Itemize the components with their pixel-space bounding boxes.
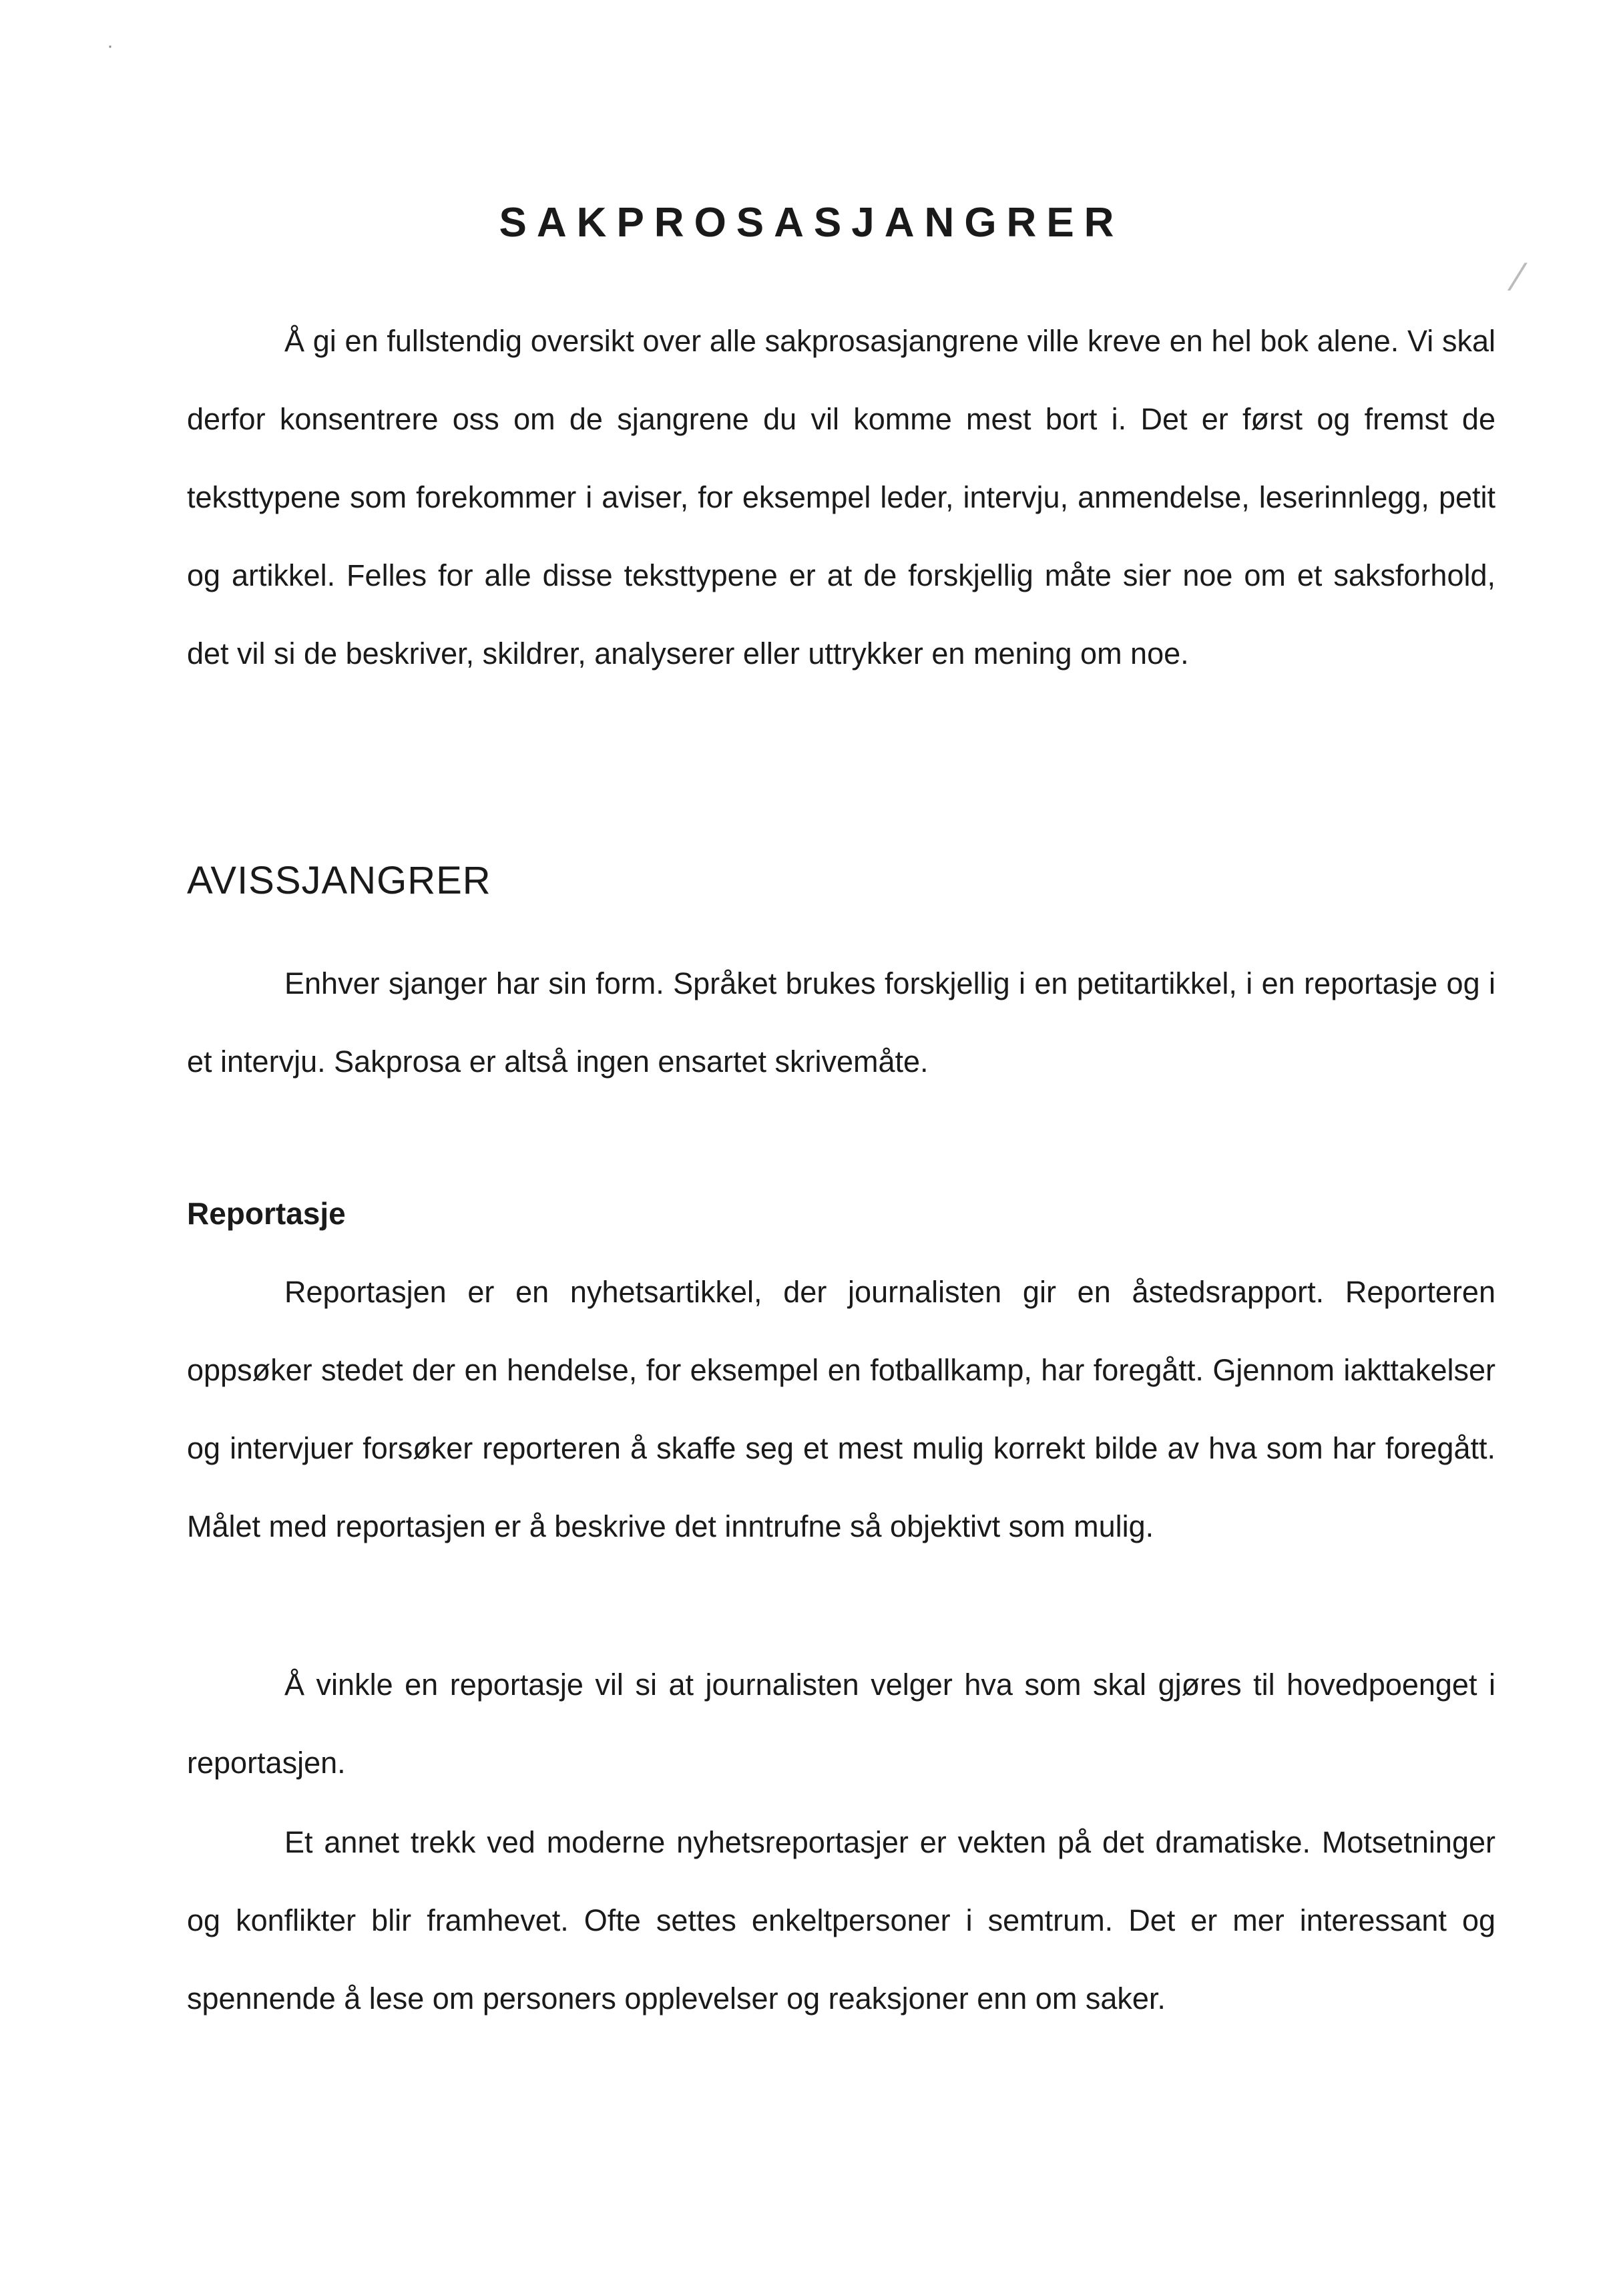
reportasje-paragraph-2: Å vinkle en reportasje vil si at journalisten velger hva som skal gjøres til hovedpoenget i reportasjen. <box>187 1668 1495 1780</box>
section-heading: AVISSJANGRER <box>187 859 491 902</box>
intro-paragraph: Å gi en fullstendig oversikt over alle sakprosasjangrene ville kreve en hel bok alene. Vi skal derfor konsentrere oss om de sjangrene du vil komme mest bort i. Det er først og fremst de teksttypene som forekommer i aviser, for eksempel leder, intervju, anmendelse, leserinnlegg, petit og artikkel. Felles for alle disse teksttypene er at de forskjellig måte sier noe om et saksforhold, det vil si de beskriver, skildrer, analyserer eller uttrykker en mening om noe. <box>187 324 1495 671</box>
reportasje-paragraph-1: Reportasjen er en nyhetsartikkel, der journalisten gir en åstedsrapport. Reporteren oppsøker stedet der en hendelse, for eksempel en fotballkamp, har foregått. Gjennom iakttakelser og intervjuer forsøker reporteren å skaffe seg et mest mulig korrekt bilde av hva som har foregått. Målet med reportasjen er å beskrive det inntrufne så objektivt som mulig. <box>187 1275 1495 1543</box>
document-title: SAKPROSASJANGRER <box>499 200 1124 246</box>
reportasje-paragraph-3: Et annet trekk ved moderne nyhetsreportasjer er vekten på det dramatiske. Motsetninger og konflikter blir framhevet. Ofte settes enkeltpersoner i semtrum. Det er mer interessant og spennende å lese om personers opplevelser og reaksjoner enn om saker. <box>187 1825 1495 2016</box>
scan-speck: · <box>107 35 113 57</box>
scan-margin-mark: ⁄ <box>1516 254 1523 299</box>
section-paragraph: Enhver sjanger har sin form. Språket brukes forskjellig i en petitartikkel, i en reportasje og i et intervju. Sakprosa er altså ingen ensartet skrivemåte. <box>187 966 1495 1079</box>
subsection-heading: Reportasje <box>187 1196 346 1231</box>
